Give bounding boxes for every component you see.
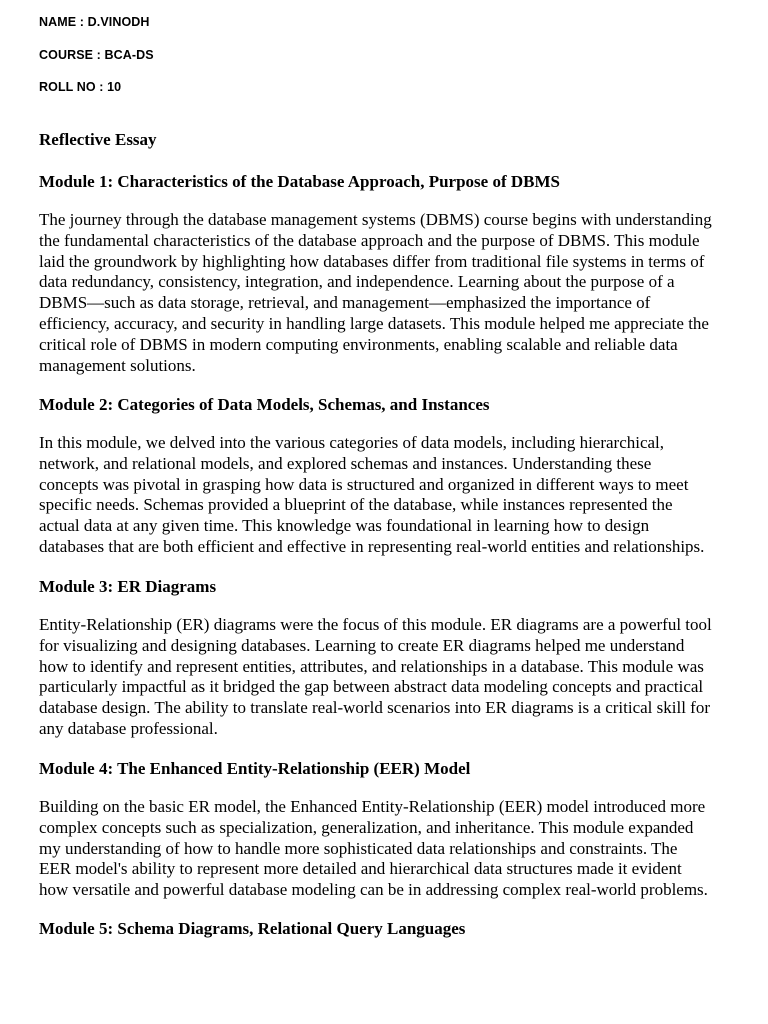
paragraph-line: how versatile and powerful database modeling can be in addressing complex real-world problems. [39, 880, 708, 900]
student-roll-number: ROLL NO : 10 [39, 80, 122, 94]
paragraph-line: the fundamental characteristics of the database approach and the purpose of DBMS. This module [39, 230, 700, 250]
paragraph-line: Building on the basic ER model, the Enhanced Entity-Relationship (EER) model introduced more [39, 797, 706, 816]
paragraph-line: my understanding of how to handle more sophisticated data relationships and constraints. The [39, 838, 678, 858]
module-4-paragraph [39, 797, 739, 901]
module-2-heading: Module 2: Categories of Data Models, Schemas, and Instances [39, 395, 490, 414]
module-1-heading: Module 1: Characteristics of the Database Approach, Purpose of DBMS [39, 172, 560, 191]
paragraph-line: efficiency, accuracy, and security in handling large datasets. This module helped me appreciate the [39, 313, 709, 333]
module-3-heading: Module 3: ER Diagrams [39, 577, 217, 596]
paragraph-line: In this module, we delved into the various categories of data models, including hierarchical, [39, 433, 665, 452]
paragraph-line: concepts was pivotal in grasping how data is structured and organized in different ways to meet [39, 474, 689, 494]
module-1-paragraph [39, 210, 739, 376]
module-5-heading: Module 5: Schema Diagrams, Relational Query Languages [39, 919, 466, 938]
paragraph-line: management solutions. [39, 355, 196, 375]
paragraph-line: EER model's ability to represent more detailed and hierarchical data structures made it evident [39, 859, 682, 879]
paragraph-line: any database professional. [39, 718, 218, 738]
paragraph-line: DBMS—such as data storage, retrieval, and management—emphasized the importance of [39, 293, 651, 313]
module-2-paragraph [39, 433, 739, 558]
paragraph-line: The journey through the database management systems (DBMS) course begins with understanding [39, 210, 712, 229]
paragraph-line: critical role of DBMS in modern computing environments, enabling scalable and reliable data [39, 334, 678, 354]
paragraph-line: for visualizing and designing databases. Learning to create ER diagrams helped me understand [39, 635, 685, 655]
paragraph-line: data redundancy, consistency, integration, and independence. Learning about the purpose of a [39, 272, 675, 292]
paragraph-line: Entity-Relationship (ER) diagrams were the focus of this module. ER diagrams are a powerful tool [39, 615, 712, 634]
student-name: NAME : D.VINODH [39, 15, 150, 29]
paragraph-line: database design. The ability to translate real-world scenarios into ER diagrams is a critical skill for [39, 698, 710, 718]
paragraph-line: databases that are both efficient and effective in representing real-world entities and relationships. [39, 536, 705, 556]
module-3-paragraph [39, 615, 739, 740]
essay-title: Reflective Essay [39, 130, 157, 149]
paragraph-line: particularly impactful as it bridged the gap between abstract data modeling concepts and practical [39, 677, 704, 697]
paragraph-line: how to identify and represent entities, attributes, and relationships in a database. This module was [39, 656, 704, 676]
paragraph-line: complex concepts such as specialization, generalization, and inheritance. This module expanded [39, 817, 694, 837]
paragraph-line: specific needs. Schemas provided a blueprint of the database, while instances represented the [39, 495, 673, 515]
student-course: COURSE : BCA-DS [39, 48, 154, 62]
paragraph-line: network, and relational models, and explored schemas and instances. Understanding these [39, 453, 652, 473]
paragraph-line: laid the groundwork by highlighting how databases differ from traditional file systems in terms of [39, 251, 705, 271]
module-4-heading: Module 4: The Enhanced Entity-Relationship (EER) Model [39, 759, 471, 778]
paragraph-line: actual data at any given time. This knowledge was foundational in learning how to design [39, 516, 650, 536]
